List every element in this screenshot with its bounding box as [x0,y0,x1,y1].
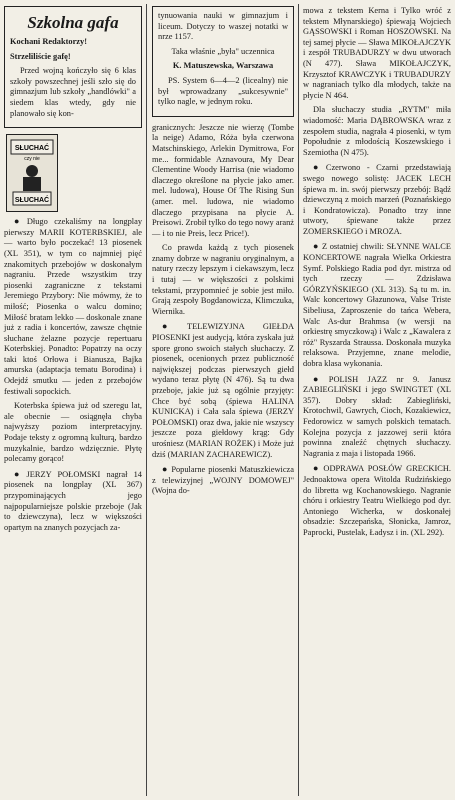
greeting-line-2: Strzeliliście gafę! [10,51,71,61]
tv-exchange-paragraph: ● TELEWIZYJNA GIEŁDA PIOSENKI jest audycją, która zyskała już spore grono swoich stałych słuchaczy. Z piosenek, ocenionych przez publiczność największej podczas pierwszych giełd wydano teraz płytę (N 476). Są tu dwa przeboje, jakie już są ogólnie przyjęty: Chce być sobą (śpiewa HALINA KUNICKA) i Cała sala śpiewa (JERZY POŁOMSKI) oraz dwa, jakie nie wszyscy jeszcze poza giełdowy krąg: Gdy urośniesz (MARIAN ROŻEK) i Może już dziś (MARIAN ZACHAREWICZ). [152,321,294,460]
listener-figure-icon [9,138,55,208]
logo-text-mid: czy nie [24,156,40,163]
section-title: Szkolna gafa [27,13,119,32]
greeting-line-1: Kochani Redaktorzy! [10,37,87,46]
recording-commentary: Co prawda każdą z tych piosenek znamy dobrze w nagraniu oryginalnym, a natury rzeczy lepszym i ciekawszym, lecz i tutaj — w większości z polskimi tekstami, przypomnieć je sobie jest miło. Grają zespoły Bogdanowicza, Klimczuka, Wiernika. [152,243,294,316]
czerwono-czarni-paragraph: ● Czerwono - Czarni przedstawiają swego nowego solistę: JACEK LECH śpiewa m. in. swój pierwszy przebój: Bądź dziewczyną z moich marzeń (Poznańskiego i Kondratowicza). Ponadto trzy inne utwory, śpiewane także przez ZOMERSKIEGO i MROZA. [303,162,451,237]
letter-signature: Taka właśnie „była" uczennica [171,46,275,56]
war-songs-paragraph: ● Popularne piosenki Matuszkiewicza z telewizyjnej „WOJNY DOMOWEJ" (Wojna do- [152,464,294,497]
letter-continuation: tynuowania nauki w gimnazjum i liceum. Dotyczy to waszej notatki w nrze 1157. [158,11,288,42]
letter-postscript: PS. System 6—4—2 (licealny) nie był wprowadzany „sukcesywnie" tylko nagle, w jednym roku. [158,75,288,107]
polomski-continuation: granicznych: Jeszcze nie wierzę (Tombe la neige) Adamo, Róża była czerwona Matschinskiego, Arlekin Dymitrowa, For me... formidable Aznavoura, My Dear Clementine Woody Harrisa (nie wiadomo dlaczego określone na płycie jako amer. mel. ludowa), House Of The Rising Sun (amer. mel. ludowa, nie wiadomo dlaczego przypisana na płycie A. Preisowi. Zrobił tylko do tego nowy aranż — i to nie Preis, lecz Price!). [152,122,294,238]
logo-text-bottom: SŁUCHAĆ [14,197,50,205]
column-2 [152,6,294,501]
listen-or-not-logo [6,134,58,212]
polomski-paragraph: ● JERZY POŁOMSKI nagrał 14 piosenek na longplay (XL 367) przypominających jego najpopularniejsze polskie przeboje (Jak to dziewczyna), lecz w większości opartym na znanych pozycjach za- [4,469,142,534]
letter-author: K. Matuszewska, Warszawa [172,61,274,71]
concert-waltzes-paragraph: ● Z ostatniej chwili: SŁYNNE WALCE KONCERTOWE nagrała Wielka Orkiestra Symf. Polskiego Radia pod dyr. mistrza od tych rzeczy — Zdzisława GÓRZYŃSKIEGO (XL 313). Są tu m. in. Walc koncertowy Głazunowa, Valse Triste Sibeliusa, Zaproszenie do tańca Webera, Walc As-dur Brahmsa (w wersji na orkiestrę smyczkową) i Walc z „Kawalera z róż" Ryszarda Straussa. Doskonała muzyka relaksowa. Przyjemne, znane melodie, dobra klasa wykonania. [303,241,451,369]
logo-text-top: SŁUCHAĆ [14,145,50,153]
column-divider-2 [298,4,299,796]
column-divider-1 [146,4,147,796]
opera-paragraph: ● ODPRAWA POSŁÓW GRECKICH. Jednoaktowa opera Witolda Rudzińskiego do libretta wg Kochanowskiego. Nagranie chóru i orkiestry Teatru Wielkiego pod dyr. Antoniego Wicherka, w doskonałej obsadzie: Szczepańska, Słonicka, Jamroz, Paprocki, Pustelak, Ładysz i in. (XL 292). [303,463,451,538]
column-3 [303,6,451,543]
letter-box [4,6,142,128]
rytm-studio-paragraph: Dla słuchaczy studia „RYTM" miła wiadomość: Maria DĄBROWSKA wraz z zespołem studia, nagrała 4 piosenki, w tym Popołudnie z młodością Koszewskiego i Szemiotha (N 475). [303,105,451,157]
letter-text: Przed wojną kończyło się 6 klas szkoły powszechnej jeśli szło się do gimnazjum lub szkoły „handlówki" a siedem klas wtedy, gdy nie planowało się kon- [10,66,136,118]
letter-box-continued [152,6,294,117]
koterbska-paragraph: ● Długo czekaliśmy na longplay pierwszy MARII KOTERBSKIEJ, ale — warto było poczekać! 13 piosenek (XL 351), w tym co najmniej pięć znakomitych przebojów w doskonałym nagraniu. Przede wszystkim trzy piosenki zagraniczne z tekstami Jeremiego Przybory: Nie mówmy, że to miłość; Piosenka o walcu domino; Miłość bratam lekko — doskonale znane już z radia i koncertów, zawsze chętnie słuchane żelazne pozycje repertuaru Koterbskiej. Ponadto: Popatrzy na oczy taki ktoś Orłowa i Bianusza, Bajka amurska (adaptacja tematu Borodina) i Odejdź smutku — jeden z przebojów festiwali sopockich. [4,216,142,397]
column-1 [4,6,142,537]
koterbska-review: Koterbska śpiewa już od szeregu lat, ale obecnie — osiągnęła chyba najwyższy poziom interpretacyjny. Podaje teksty z ogromną kulturą, bardzo muzykalnie, bardzo wdzięcznie. Płytę polecamy gorąco! [4,401,142,464]
polish-jazz-paragraph: ● POLISH JAZZ nr 9. Janusz ZABIEGLIŃSKI i jego SWINGTET (XL 357). Dobry skład: Zabiegliński, Krotochwil, Gawrych, Cioch, Kozakiewicz, Fedorowicz w samych polskich tematach. Kolejna pozycja z jazzowej serii która powinna znaleźć chętnych słuchaczy. Nagrania z maja i listopada 1966. [303,374,451,460]
trubadurzy-paragraph: mowa z tekstem Kerna i Tylko wróć z tekstem Młynarskiego) śpiewają Wojciech GĄSSOWSKI i Roman HOSZOWSKI. Na tej samej płycie — Sława MIKOŁAJCZYK i zespół TRUBADURZY w dwu utworach (N 477). Sława MIKOŁAJCZYK, Krzysztof KRAWCZYK i TRUBADURZY w nagraniach tylko dla młodych, także na płycie N 464. [303,6,451,100]
